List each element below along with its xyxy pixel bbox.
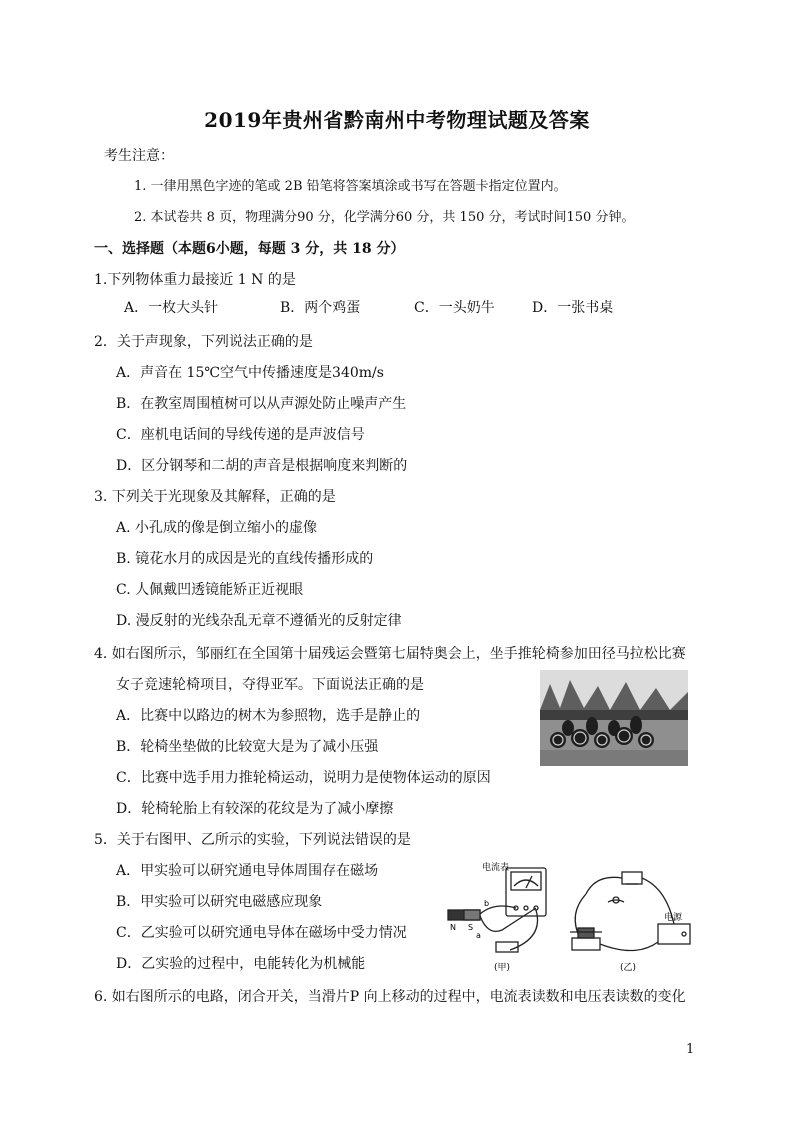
- circuit-diagram: [440, 858, 702, 974]
- question-2-stem: 2．关于声现象，下列说法正确的是: [94, 334, 313, 350]
- question-4-stem-line-1: 4. 如右图所示，邹丽红在全国第十届残运会暨第七届特奥会上，坐手推轮椅参加田径马拉松比赛: [94, 646, 686, 662]
- page-title: 2019年贵州省黔南州中考物理试题及答案: [204, 108, 590, 132]
- question-4-stem-line-2: 女子竞速轮椅项目，夺得亚军。下面说法正确的是: [116, 677, 424, 693]
- question-4-option-d: D．轮椅轮胎上有较深的花纹是为了减小摩擦: [116, 801, 394, 817]
- question-4-option-c: C．比赛中选手用力推轮椅运动，说明力是使物体运动的原因: [116, 770, 491, 786]
- question-2-option-b: B．在教室周围植树可以从声源处防止噪声产生: [116, 396, 407, 412]
- question-1-option-c: C．一头奶牛: [414, 300, 495, 316]
- question-5-option-c: C．乙实验可以研究通电导体在磁场中受力情况: [116, 925, 407, 941]
- notice-item-1: 1. 一律用黑色字迹的笔或 2B 铅笔将答案填涂或书写在答题卡指定位置内。: [134, 179, 567, 194]
- question-2-option-d: D．区分钢琴和二胡的声音是根据响度来判断的: [116, 458, 408, 474]
- question-1-option-d: D．一张书桌: [532, 300, 614, 316]
- notice-item-2: 2. 本试卷共 8 页，物理满分90 分，化学满分60 分，共 150 分，考试时间150 分钟。: [134, 210, 635, 225]
- wheelchair-race-photo: [540, 670, 688, 766]
- n-label: N: [450, 923, 456, 932]
- ammeter-label: 电流表: [482, 863, 510, 873]
- question-3-option-d: D. 漫反射的光线杂乱无章不遵循光的反射定律: [116, 613, 402, 629]
- question-3-option-c: C. 人佩戴凹透镜能矫正近视眼: [116, 582, 304, 598]
- question-5-option-b: B．甲实验可以研究电磁感应现象: [116, 894, 323, 910]
- s-label: S: [468, 923, 474, 932]
- question-4-option-b: B．轮椅坐垫做的比较宽大是为了减小压强: [116, 739, 379, 755]
- figure-yi-label: (乙): [620, 963, 637, 973]
- question-1-stem: 1.下列物体重力最接近 1 N 的是: [94, 272, 296, 288]
- wheelchair-race-photo-icon: [540, 670, 688, 766]
- question-4-option-a: A．比赛中以路边的树木为参照物，选手是静止的: [116, 708, 421, 724]
- question-5-stem: 5．关于右图甲、乙所示的实验，下列说法错误的是: [94, 832, 411, 848]
- power-label: 电源: [664, 913, 683, 923]
- page-number: 1: [686, 1042, 695, 1057]
- question-3-option-b: B. 镜花水月的成因是光的直线传播形成的: [116, 551, 374, 567]
- question-1-option-b: B．两个鸡蛋: [280, 300, 361, 316]
- a-label: a: [476, 931, 481, 940]
- b-label: b: [484, 899, 490, 908]
- section-heading: 一、选择题（本题6小题，每题 3 分，共 18 分）: [94, 241, 405, 257]
- question-5-option-a: A．甲实验可以研究通电导体周围存在磁场: [116, 863, 379, 879]
- question-6-stem: 6. 如右图所示的电路，闭合开关，当滑片P 向上移动的过程中，电流表读数和电压表读数的变化: [94, 989, 686, 1005]
- question-2-option-a: A．声音在 15℃空气中传播速度是340m/s: [116, 365, 384, 381]
- question-1-option-a: A．一枚大头针: [124, 300, 219, 316]
- question-2-option-c: C．座机电话间的导线传递的是声波信号: [116, 427, 365, 443]
- question-3-option-a: A. 小孔成的像是倒立缩小的虚像: [116, 520, 318, 536]
- notice-heading: 考生注意：: [104, 148, 174, 164]
- figure-jia-label: (甲): [494, 963, 511, 973]
- question-3-stem: 3. 下列关于光现象及其解释，正确的是: [94, 489, 336, 505]
- question-5-option-d: D．乙实验的过程中，电能转化为机械能: [116, 956, 366, 972]
